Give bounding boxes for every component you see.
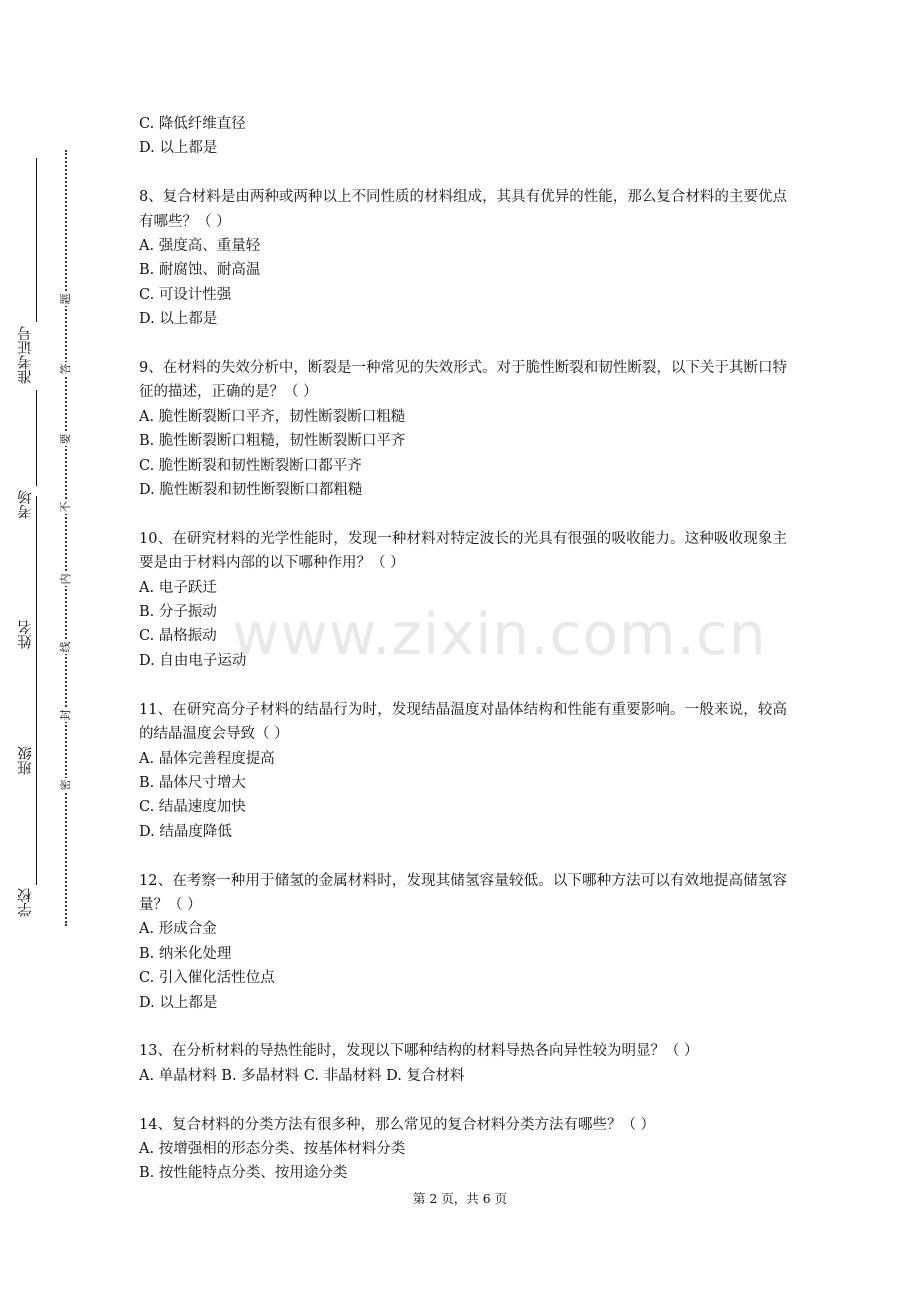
- option: A. 按增强相的形态分类、按基体材料分类: [139, 1140, 406, 1157]
- question-stem: 10、在研究材料的光学性能时，发现一种材料对特定波长的光具有很强的吸收能力。这种吸收现象主要是由于材料内部的以下哪种作用？（ ）: [139, 530, 787, 572]
- option: C. 可设计性强: [139, 286, 232, 303]
- question-14: [139, 1113, 787, 1186]
- watermark: www.zixin.com.cn: [232, 600, 767, 668]
- page-footer: 第 2 页，共 6 页: [412, 1191, 508, 1206]
- option: B. 分子振动: [139, 604, 217, 621]
- question-10: [139, 527, 787, 673]
- question-13: [139, 1039, 787, 1088]
- school-label: 学校: [18, 888, 34, 917]
- option: C. 晶格振动: [139, 628, 217, 645]
- seal-char: 封: [59, 709, 72, 721]
- option: A. 形成合金: [139, 921, 217, 938]
- option: D. 以上都是: [139, 140, 218, 157]
- option: C. 结晶速度加快: [139, 799, 246, 816]
- seal-char: 内: [59, 573, 72, 585]
- seal-char: 不: [59, 501, 72, 513]
- option: C. 引入催化活性位点: [139, 970, 275, 987]
- seal-char: 密: [59, 779, 72, 791]
- option: A. 晶体完善程度提高: [139, 750, 275, 767]
- option: C. 脆性断裂和韧性断裂断口都平齐: [139, 457, 362, 474]
- question-12: [139, 869, 787, 1015]
- question-stem: 12、在考察一种用于储氢的金属材料时，发现其储氢容量较低。以下哪种方法可以有效地提高储氢容量？（ ）: [139, 872, 787, 913]
- option-row: A. 单晶材料 B. 多晶材料 C. 非晶材料 D. 复合材料: [139, 1067, 465, 1084]
- option: A. 电子跃迁: [139, 579, 217, 596]
- question-stem: 9、在材料的失效分析中，断裂是一种常见的失效形式。对于脆性断裂和韧性断裂，以下关于其断口特征的描述，正确的是？（ ）: [139, 360, 787, 401]
- option: D. 以上都是: [139, 994, 218, 1011]
- question-stem: 11、在研究高分子材料的结晶行为时，发现结晶温度对晶体结构和性能有重要影响。一般来说，较高的结晶温度会导致（ ）: [139, 701, 787, 743]
- option: B. 脆性断裂断口粗糙，韧性断裂断口平齐: [139, 433, 406, 450]
- question-stem: 13、在分析材料的导热性能时，发现以下哪种结构的材料导热各向异性较为明显？（ ）: [139, 1043, 699, 1060]
- question-9: [139, 356, 787, 502]
- seal-char: 答: [59, 363, 72, 375]
- name-label: 姓名: [18, 620, 34, 649]
- name-blank: [36, 496, 37, 616]
- admission-number-label: 准考证号: [18, 326, 34, 384]
- option: D. 以上都是: [139, 311, 218, 328]
- question-7-continued: [139, 112, 787, 161]
- option: B. 晶体尺寸增大: [139, 774, 246, 791]
- school-blank: [36, 735, 37, 885]
- seal-char: 要: [59, 433, 72, 445]
- option: B. 按性能特点分类、按用途分类: [139, 1165, 348, 1182]
- question-8: [139, 185, 787, 331]
- seal-char: 线: [59, 641, 72, 653]
- class-blank: [36, 602, 37, 742]
- option: B. 纳米化处理: [139, 945, 232, 962]
- option: C. 降低纤维直径: [139, 116, 246, 132]
- exam-room-label: 考场: [18, 490, 34, 519]
- question-stem: 14、复合材料的分类方法有很多种，那么常见的复合材料分类方法有哪些？（ ）: [139, 1116, 656, 1133]
- question-11: [139, 698, 787, 844]
- seal-char: 题: [59, 293, 72, 305]
- option: A. 脆性断裂断口平齐，韧性断裂断口粗糙: [139, 408, 406, 425]
- option: D. 脆性断裂和韧性断裂断口都粗糙: [139, 482, 363, 499]
- option: D. 结晶度降低: [139, 823, 232, 840]
- class-label: 班级: [18, 746, 34, 775]
- admission-number-blank: [36, 158, 37, 322]
- option: A. 强度高、重量轻: [139, 238, 261, 255]
- question-stem: 8、复合材料是由两种或两种以上不同性质的材料组成，其具有优异的性能，那么复合材料的主要优点有哪些？（ ）: [139, 189, 787, 230]
- question-list: [139, 112, 787, 1210]
- option: D. 自由电子运动: [139, 652, 247, 669]
- exam-room-blank: [36, 390, 37, 486]
- seal-dotted-line: [65, 150, 67, 926]
- option: B. 耐腐蚀、耐高温: [139, 262, 261, 279]
